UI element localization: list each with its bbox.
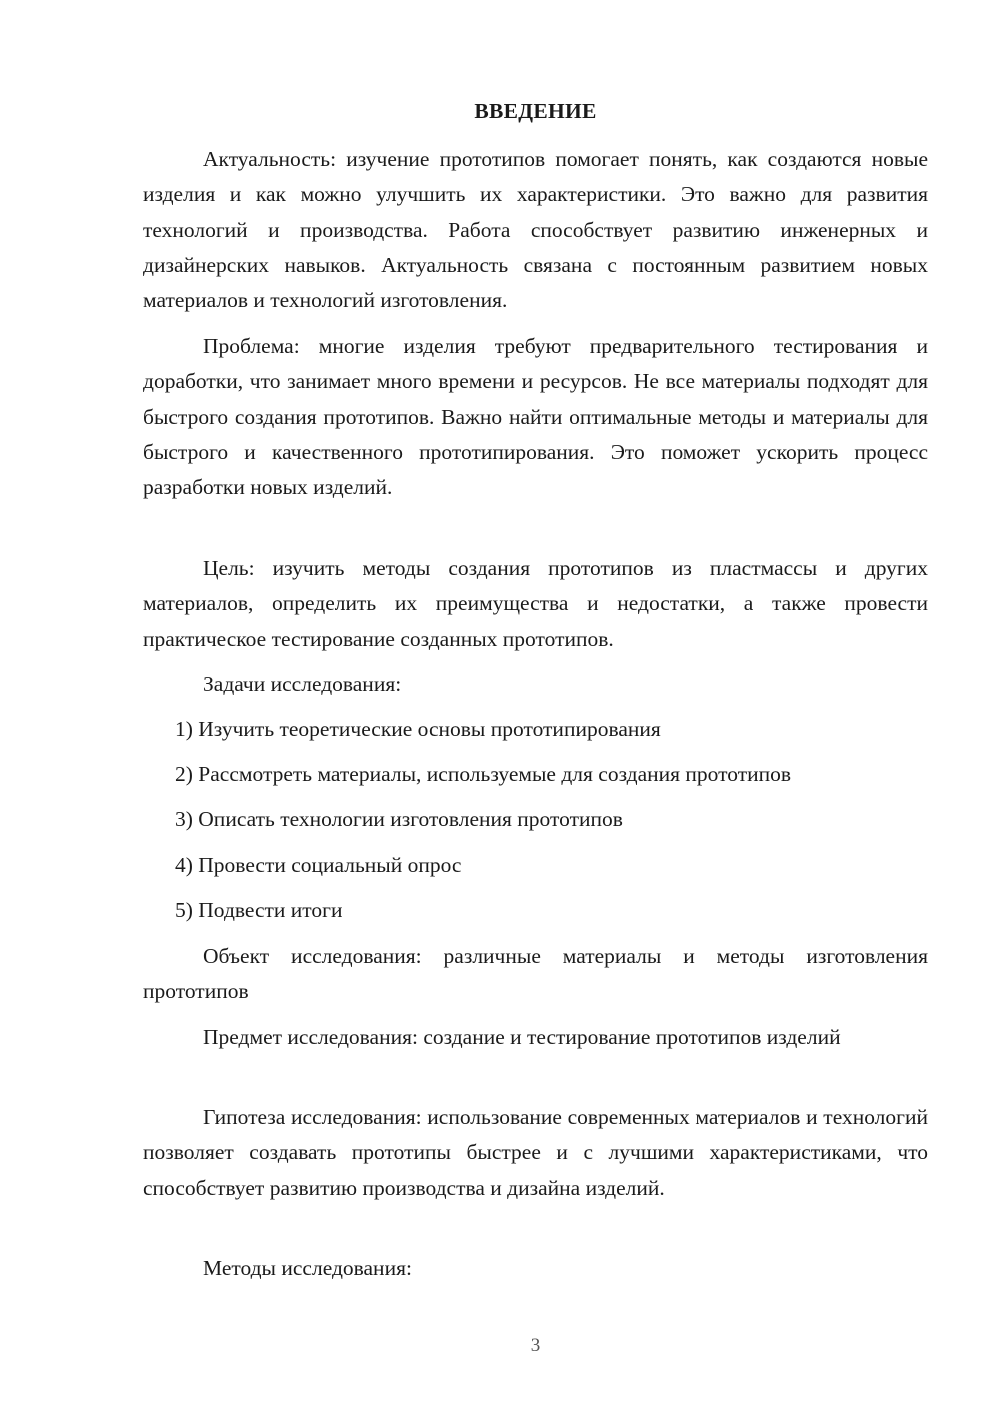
tasks-title: Задачи исследования: bbox=[203, 672, 402, 696]
paragraph-hypothesis: Гипотеза исследования: использование современных материалов и технологий позволяет создавать прототипы быстрее и с лучшими характеристиками, что способствует развитию производства и дизайна изделий. bbox=[143, 1105, 928, 1200]
paragraph-relevance: Актуальность: изучение прототипов помогает понять, как создаются новые изделия и как можно улучшить их характеристики. Это важно для развития технологий и производства. Работа способствует развитию инженерных и дизайнерских навыков. Актуальность связана с постоянным развитием новых материалов и технологий изготовления. bbox=[143, 147, 928, 313]
task-item-3: 3) Описать технологии изготовления прототипов bbox=[175, 807, 623, 831]
paragraph-object: Объект исследования: различные материалы и методы изготовления прототипов bbox=[143, 944, 928, 1004]
task-item-2: 2) Рассмотреть материалы, используемые для создания прототипов bbox=[175, 762, 792, 786]
section-heading: ВВЕДЕНИЕ bbox=[474, 99, 597, 123]
paragraph-problem: Проблема: многие изделия требуют предварительного тестирования и доработки, что занимает много времени и ресурсов. Не все материалы подходят для быстрого создания прототипов. Важно найти оптимальные методы и материалы для быстрого и качественного прототипирования. Это поможет ускорить процесс разработки новых изделий. bbox=[143, 334, 928, 500]
task-item-4: 4) Провести социальный опрос bbox=[175, 853, 462, 877]
paragraph-goal: Цель: изучить методы создания прототипов из пластмассы и других материалов, определить их преимущества и недостатки, а также провести практическое тестирование созданных прототипов. bbox=[143, 556, 928, 651]
task-item-1: 1) Изучить теоретические основы прототипирования bbox=[175, 717, 661, 741]
paragraph-subject: Предмет исследования: создание и тестирование прототипов изделий bbox=[203, 1025, 841, 1049]
page-number: 3 bbox=[530, 1335, 541, 1356]
task-item-5: 5) Подвести итоги bbox=[175, 898, 343, 922]
document-page bbox=[143, 0, 928, 1414]
methods-title: Методы исследования: bbox=[203, 1256, 412, 1280]
